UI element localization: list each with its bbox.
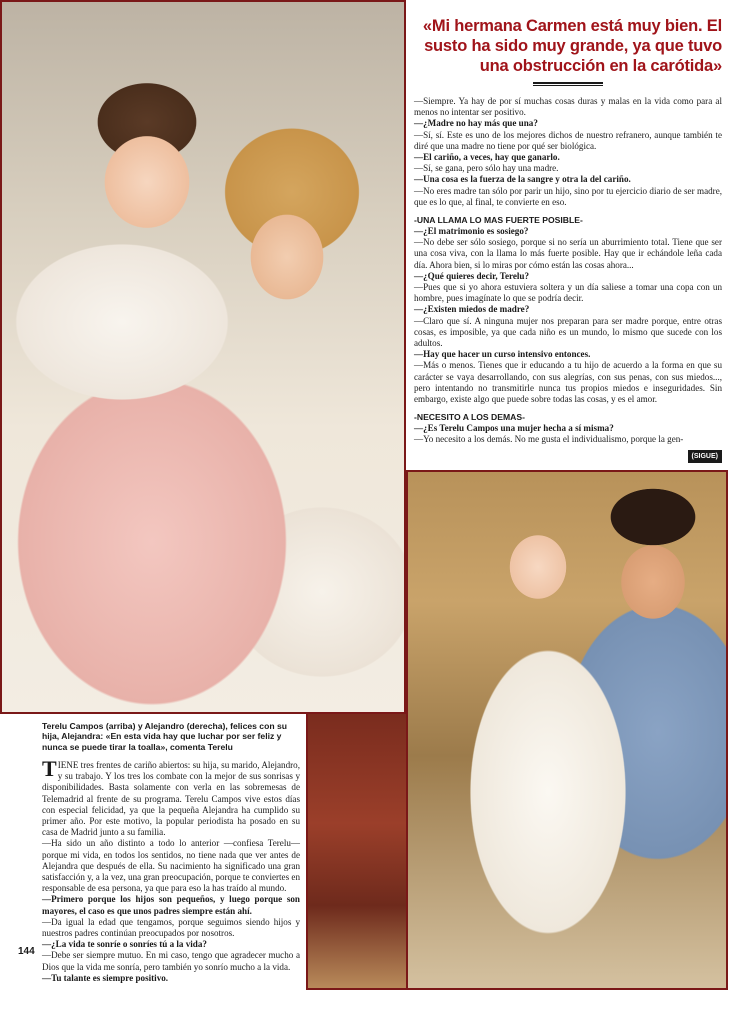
interview-answer: —No debe ser sólo sosiego, porque si no sería un aburrimiento total. Tiene que ser una cosa viva, con la llama lo más fuerte posible. Hay que ir echándole leña cada día. Ahora bien, si lo miras por cómo están las cosas ahora... <box>414 237 722 270</box>
interview-answer: —Yo necesito a los demás. No me gusta el individualismo, porque la gen- <box>414 434 684 445</box>
interview-question: —El cariño, a veces, hay que ganarlo. <box>414 152 560 163</box>
photo-mother-and-daughter <box>0 0 406 714</box>
interview-answer: —Claro que sí. A ninguna mujer nos preparan para ser madre porque, entre otras cosas, es imposible, ya que cada niño es un mundo, lo mismo que sucede con los adultos. <box>414 315 722 349</box>
interview-question: —Tu talante es siempre positivo. <box>42 972 169 983</box>
interview-question: —¿Existen miedos de madre? <box>414 304 530 315</box>
interview-question: —Una cosa es la fuerza de la sangre y otra la del cariño. <box>414 174 631 185</box>
interview-question: —¿El matrimonio es sosiego? <box>414 226 529 237</box>
photo-strip <box>306 714 406 990</box>
bottom-paragraphs <box>42 838 300 984</box>
interview-answer: —Pues que si yo ahora estuviera soltera y un día saliese a tomar una copa con un hombre, pues imagínate lo que se podría decir. <box>414 282 722 304</box>
page-number: 144 <box>18 946 35 957</box>
interview-question: —¿La vida te sonríe o sonríes tú a la vida? <box>42 939 207 950</box>
article-bottom-column <box>42 756 300 984</box>
photo-father-and-daughter <box>406 470 728 990</box>
interview-answer: —No eres madre tan sólo por parir un hijo, sino por tu ejercicio diario de ser madre, que es lo que, al final, te convierte en eso. <box>414 185 722 207</box>
intro-text: IENE tres frentes de cariño abiertos: su hija, su marido, Alejandro, y su trabajo. Y los tres los combate con la mejor de sus sonrisas y disponibilidades. Basta solamente con verla en las sobremesas de Telemadrid al frente de su programa. Terelu Campos vive estos días con especial felicidad, ya que la pequeña Alejandra ha cumplido su primer año. Por este motivo, la popular periodista ha posado en su casa de Madrid junto a su familia. <box>42 760 300 838</box>
subhead-llama: -UNA LLAMA LO MAS FUERTE POSIBLE- <box>414 215 583 226</box>
interview-answer: —Sí, se gana, pero sólo hay una madre. <box>414 163 559 174</box>
headline: «Mi hermana Carmen está muy bien. El susto ha sido muy grande, ya que tuvo una obstrucción en la carótida» <box>422 17 722 75</box>
interview-question: —¿Madre no hay más que una? <box>414 118 538 129</box>
drop-cap: T <box>42 756 57 781</box>
photo-caption: Terelu Campos (arriba) y Alejandro (derecha), felices con su hija, Alejandra: «En esta vida hay que luchar por ser feliz y nunca se puede tirar la toalla», comenta Terelu <box>42 721 287 752</box>
section-necesito <box>414 423 722 445</box>
article-top-column <box>414 16 722 462</box>
body-text-top <box>414 96 722 460</box>
subhead-necesito: -NECESITO A LOS DEMAS- <box>414 412 525 423</box>
top-paragraphs <box>414 96 722 208</box>
headline-divider <box>533 82 603 86</box>
interview-question: —Primero porque los hijos son pequeños, y luego porque son mayores, el caso es que unos padres siempre están ahí. <box>42 894 300 916</box>
continued-badge: (SIGUE) <box>688 450 722 463</box>
section-llama <box>414 226 722 405</box>
interview-answer: —Sí, sí. Este es uno de los mejores dichos de nuestro refranero, aunque también te diré que una madre no tiene por qué ser biológica. <box>414 129 722 151</box>
interview-question: —¿Es Terelu Campos una mujer hecha a sí misma? <box>414 423 614 434</box>
intro-paragraph <box>42 756 300 838</box>
interview-answer: —Debe ser siempre mutuo. En mi caso, tengo que agradecer mucho a Dios que la vida me sonría, pero también yo sonrío mucho a la vida. <box>42 950 300 972</box>
interview-answer: —Más o menos. Tienes que ir educando a tu hijo de acuerdo a la forma en que su carácter se vaya desarrollando, con sus alegrías, con sus penas, con sus miedos..., pero intentando no transmitirle nunca tus propios miedos e inseguridades. Sin embargo, existe algo que puede sobre todas las cosas, y es el amor. <box>414 360 722 405</box>
interview-answer: —Da igual la edad que tengamos, porque seguimos siendo hijos y nuestros padres continúan preocupados por nosotros. <box>42 916 300 939</box>
interview-answer: —Ha sido un año distinto a todo lo anterior —confiesa Terelu— porque mi vida, en todos los sentidos, no tiene nada que ver antes de Alejandra que después de ella. Su nacimiento ha significado una gran satisfacción y, a la vez, una gran preocupación, porque te conviertes en responsable de esa persona, ya que para eso la has traído al mundo. <box>42 838 300 894</box>
interview-question: —Hay que hacer un curso intensivo entonces. <box>414 349 591 360</box>
interview-question: —¿Qué quieres decir, Terelu? <box>414 270 530 281</box>
interview-answer: —Siempre. Ya hay de por sí muchas cosas duras y malas en la vida como para al menos no intentar ser positivo. <box>414 96 722 118</box>
